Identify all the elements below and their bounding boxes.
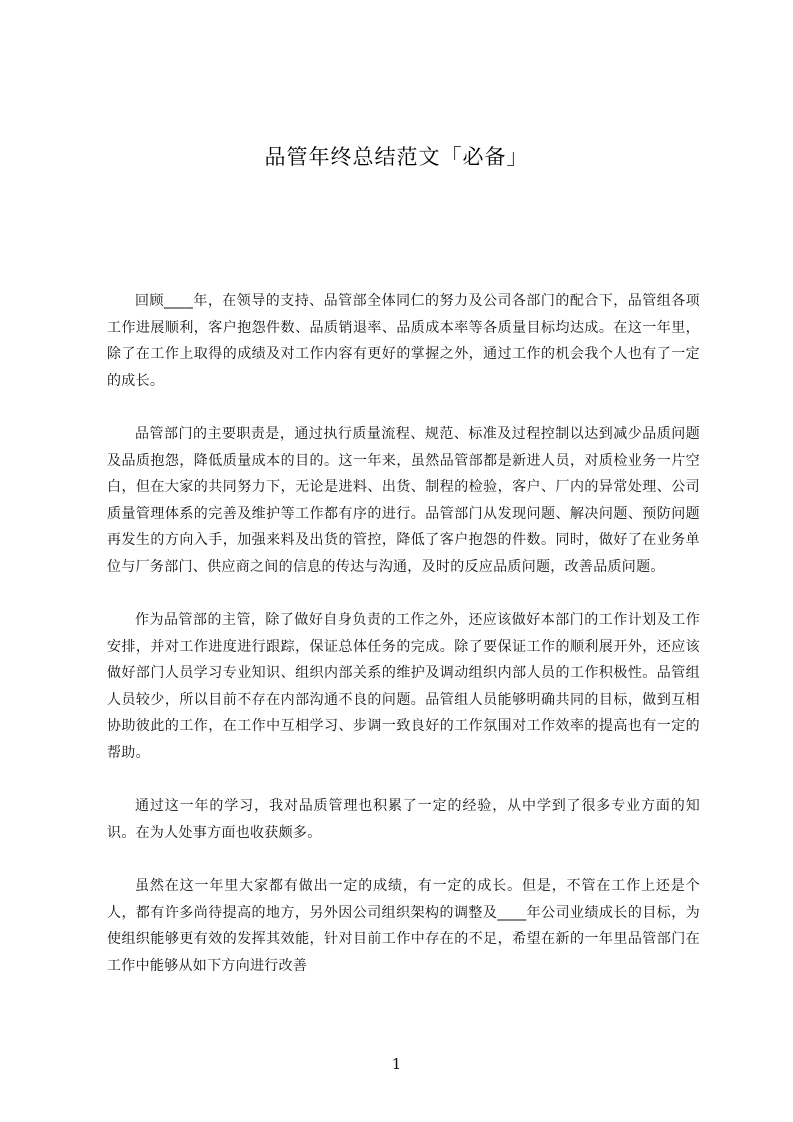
paragraph-review: 回顾____年，在领导的支持、品管部全体同仁的努力及公司各部门的配合下，品管组各项工作进展顺利，客户抱怨件数、品质销退率、品质成本率等各质量目标均达成。在这一年里，除了在工作上取得的成绩及对工作内容有更好的掌握之外，通过工作的机会我个人也有了一定的成长。	[107, 293, 700, 389]
document-body	[107, 288, 700, 1006]
page-number: 1	[391, 1055, 402, 1073]
paragraph-improvement: 虽然在这一年里大家都有做出一定的成绩，有一定的成长。但是，不管在工作上还是个人，都有许多尚待提高的地方，另外因公司组织架构的调整及____年公司业绩成长的目标，为使组织能够更有效的发挥其效能，针对目前工作中存在的不足，希望在新的一年里品管部门在工作中能够从如下方向进行改善	[107, 878, 700, 974]
paragraph-supervisor-role: 作为品管部的主管，除了做好自身负责的工作之外，还应该做好本部门的工作计划及工作安排，并对工作进度进行跟踪，保证总体任务的完成。除了要保证工作的顺利展开外，还应该做好部门人员学习专业知识、组织内部关系的维护及调动组织内部人员的工作积极性。品管组人员较少，所以目前不存在内部沟通不良的问题。品管组人员能够明确共同的目标，做到互相协助彼此的工作，在工作中互相学习、步调一致良好的工作氛围对工作效率的提高也有一定的帮助。	[107, 612, 700, 761]
document-title: 品管年终总结范文「必备」	[264, 145, 529, 169]
paragraph-responsibilities: 品管部门的主要职责是，通过执行质量流程、规范、标准及过程控制以达到减少品质问题及品质抱怨，降低质量成本的目的。这一年来，虽然品管部都是新进人员，对质检业务一片空白，但在大家的共同努力下，无论是进料、出货、制程的检验，客户、厂内的异常处理、公司质量管理体系的完善及维护等工作都有序的进行。品管部门从发现问题、解决问题、预防问题再发生的方向入手，加强来料及出货的管控，降低了客户抱怨的件数。同时，做好了在业务单位与厂务部门、供应商之间的信息的传达与沟通，及时的反应品质问题，改善品质问题。	[107, 426, 700, 575]
paragraph-learning: 通过这一年的学习，我对品质管理也积累了一定的经验，从中学到了很多专业方面的知识。在为人处事方面也收获颇多。	[107, 798, 700, 841]
